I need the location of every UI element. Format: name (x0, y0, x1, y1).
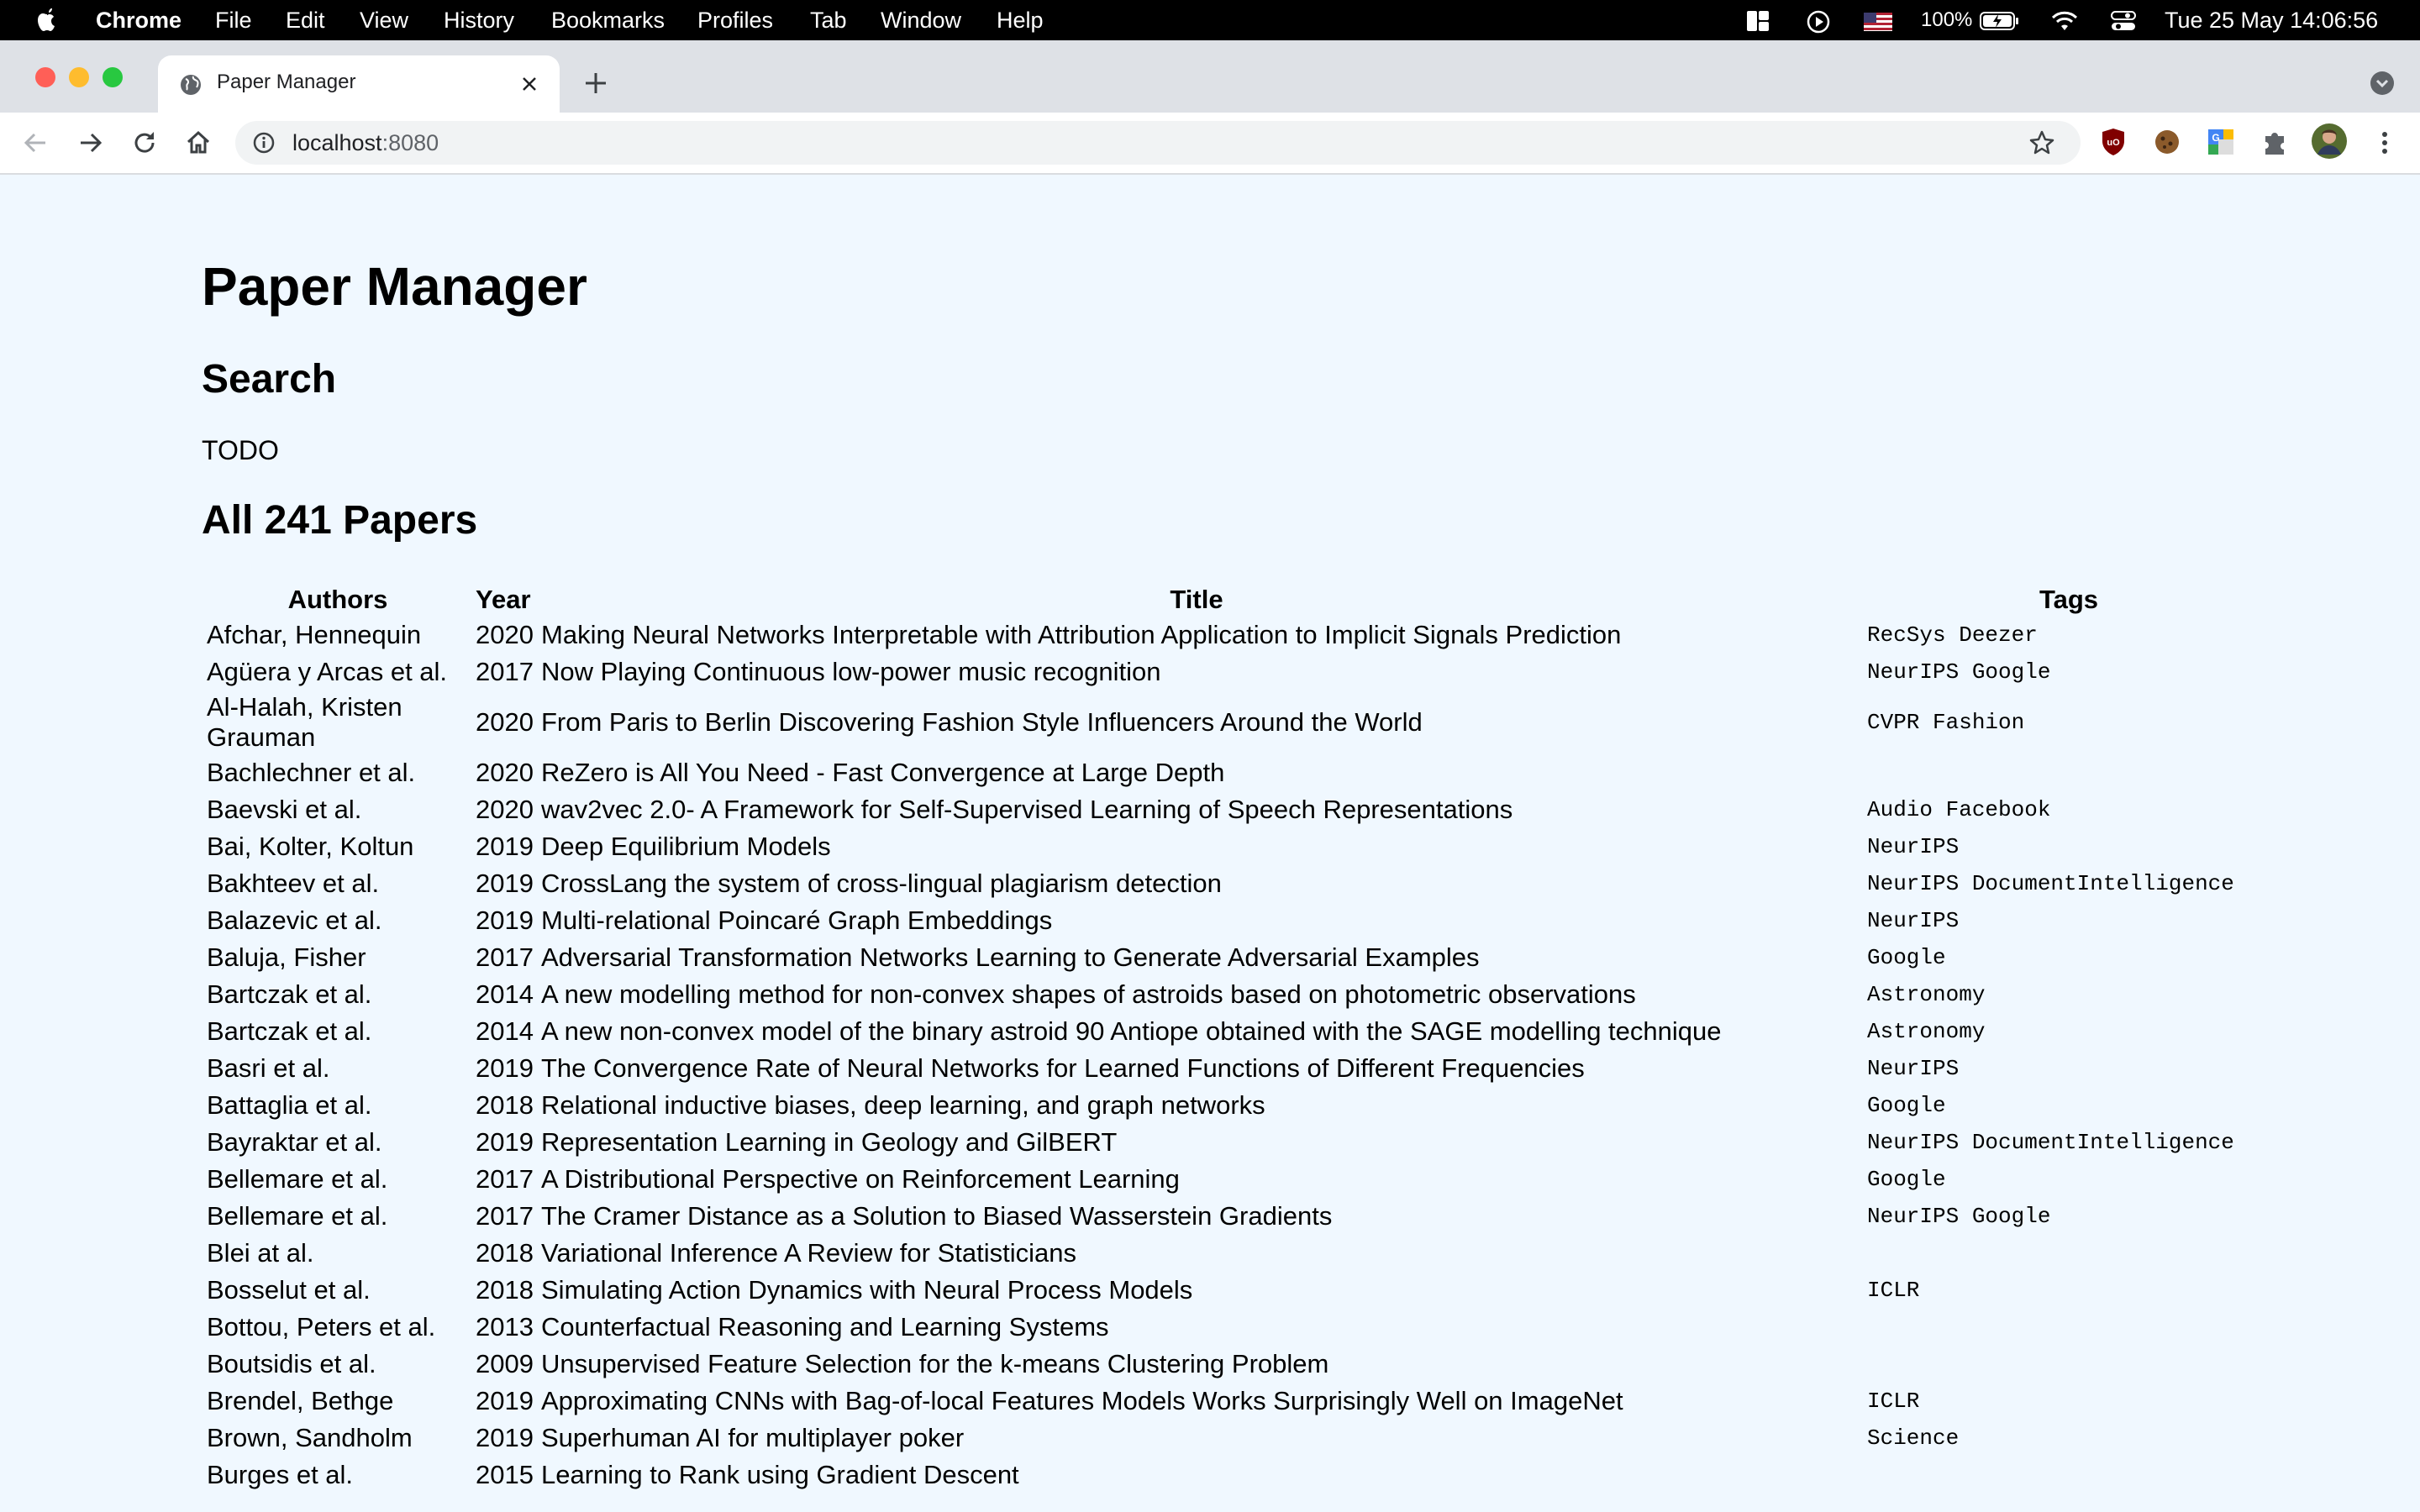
paper-title: A Distributional Perspective on Reinforcement Learning (541, 1164, 1180, 1194)
table-row[interactable] (205, 830, 2281, 864)
tab-title: Paper Manager (217, 71, 356, 93)
cookie-icon[interactable] (2151, 126, 2183, 158)
paper-tags: NeurIPS Google (1867, 1204, 2051, 1229)
menu-window[interactable]: Window (881, 8, 962, 33)
paper-tags: NeurIPS DocumentIntelligence (1867, 871, 2234, 896)
paper-authors: Brendel, Bethge (207, 1386, 394, 1415)
minimize-window-button[interactable] (69, 67, 89, 87)
paper-title: wav2vec 2.0- A Framework for Self-Supervised Learning of Speech Representations (541, 795, 1513, 824)
menu-tab[interactable]: Tab (810, 8, 847, 33)
paper-title: Making Neural Networks Interpretable with Attribution Application to Implicit Signals Prediction (541, 620, 1622, 649)
paper-authors: Bayraktar et al. (207, 1127, 382, 1157)
paper-authors: Bosselut et al. (207, 1275, 371, 1305)
paper-title: Variational Inference A Review for Statisticians (541, 1238, 1076, 1268)
paper-title: From Paris to Berlin Discovering Fashion Style Influencers Around the World (541, 707, 1423, 737)
menu-file[interactable]: File (215, 8, 252, 33)
paper-authors: Bakhteev et al. (207, 869, 380, 898)
paper-authors: Al-Halah, Kristen Grauman (207, 692, 402, 752)
paper-authors: Agüera y Arcas et al. (207, 657, 448, 686)
paper-authors: Bartczak et al. (207, 1016, 372, 1046)
paper-title: Adversarial Transformation Networks Learning to Generate Adversarial Examples (541, 942, 1480, 972)
table-row[interactable] (205, 756, 2281, 790)
paper-authors: Bottou, Peters et al. (207, 1312, 436, 1341)
paper-tags: Google (1867, 1167, 1946, 1192)
paper-title: Representation Learning in Geology and GilBERT (541, 1127, 1118, 1157)
table-row[interactable] (205, 1421, 2281, 1455)
table-row[interactable] (205, 655, 2281, 689)
wifi-icon[interactable] (2050, 10, 2079, 32)
menu-history[interactable]: History (444, 8, 515, 33)
paper-title: Deep Equilibrium Models (541, 832, 831, 861)
paper-authors: Bellemare et al. (207, 1164, 388, 1194)
search-heading: Search (202, 357, 337, 402)
table-row[interactable] (205, 1310, 2281, 1344)
paper-title: Learning to Rank using Gradient Descent (541, 1460, 1019, 1489)
menu-profiles[interactable]: Profiles (697, 8, 774, 33)
paper-tags: Google (1867, 1093, 1946, 1118)
paper-year: 2017 (476, 942, 534, 972)
table-row[interactable] (205, 692, 2281, 753)
paper-year: 2020 (476, 707, 534, 737)
paper-tags: ICLR (1867, 1389, 1920, 1414)
tab-paper-manager[interactable] (158, 55, 560, 114)
paper-title: Relational inductive biases, deep learning, and graph networks (541, 1090, 1265, 1120)
paper-tags: NeurIPS (1867, 834, 1960, 859)
table-row[interactable] (205, 1052, 2281, 1085)
paper-authors: Baluja, Fisher (207, 942, 366, 972)
extensions-puzzle-icon[interactable] (2259, 126, 2291, 158)
clock[interactable]: Tue 25 May 14:06:56 (2165, 8, 2379, 33)
table-row[interactable] (205, 1200, 2281, 1233)
reload-icon[interactable] (129, 128, 160, 158)
page-title: Paper Manager (202, 256, 587, 317)
paper-year: 2018 (476, 1238, 534, 1268)
profile-avatar[interactable] (2311, 123, 2348, 160)
us-flag-icon[interactable] (1864, 13, 1892, 31)
table-row[interactable] (205, 1384, 2281, 1418)
paper-year: 2015 (476, 1460, 534, 1489)
table-row[interactable] (205, 941, 2281, 974)
paper-year: 2018 (476, 1275, 534, 1305)
paper-title: The Cramer Distance as a Solution to Biased Wasserstein Gradients (541, 1201, 1333, 1231)
paper-authors: Bellemare et al. (207, 1201, 388, 1231)
globe-icon (178, 72, 203, 97)
url-text[interactable] (292, 130, 439, 156)
paper-year: 2019 (476, 1386, 534, 1415)
back-icon[interactable] (20, 128, 50, 158)
paper-authors: Balazevic et al. (207, 906, 382, 935)
column-header-tags[interactable]: Tags (2039, 585, 2099, 614)
paper-authors: Boutsidis et al. (207, 1349, 376, 1378)
all-papers-heading: All 241 Papers (202, 498, 478, 543)
play-circle-icon[interactable] (1807, 10, 1830, 34)
ublock-shield-icon[interactable] (2097, 126, 2129, 158)
table-row[interactable] (205, 1126, 2281, 1159)
paper-authors: Basri et al. (207, 1053, 330, 1083)
svg-text:G: G (2212, 132, 2220, 144)
address-bar[interactable] (235, 121, 2081, 165)
paper-title: The Convergence Rate of Neural Networks for Learned Functions of Different Frequencies (541, 1053, 1585, 1083)
column-header-title[interactable]: Title (1170, 585, 1223, 614)
paper-authors: Blei at al. (207, 1238, 314, 1268)
papers-table-body (205, 618, 2281, 1492)
paper-tags: Astronomy (1867, 1019, 1986, 1044)
bookmark-star-icon[interactable] (2028, 129, 2055, 156)
paper-title: A new modelling method for non-convex shapes of astroids based on photometric observations (541, 979, 1636, 1009)
paper-tags: RecSys Deezer (1867, 622, 2038, 648)
paper-title: Approximating CNNs with Bag-of-local Features Models Works Surprisingly Well on ImageNet (541, 1386, 1623, 1415)
paper-year: 2019 (476, 869, 534, 898)
paper-year: 2017 (476, 657, 534, 686)
table-row[interactable] (205, 867, 2281, 900)
paper-year: 2014 (476, 1016, 534, 1046)
paper-authors: Baevski et al. (207, 795, 362, 824)
paper-tags: NeurIPS (1867, 908, 1960, 933)
paper-tags (1857, 1458, 2281, 1492)
new-tab-icon[interactable] (581, 69, 610, 97)
table-row[interactable] (205, 978, 2281, 1011)
menu-bar (0, 0, 2420, 40)
table-row[interactable] (205, 1273, 2281, 1307)
paper-year: 2017 (476, 1201, 534, 1231)
paper-title: A new non-convex model of the binary astroid 90 Antiope obtained with the SAGE modelling technique (541, 1016, 1722, 1046)
paper-year: 2019 (476, 906, 534, 935)
battery-icon[interactable] (1980, 11, 2020, 31)
paper-tags: CVPR Fashion (1867, 710, 2025, 735)
table-row[interactable] (205, 1458, 2281, 1492)
paper-tags: Audio Facebook (1867, 797, 2051, 822)
paper-year: 2020 (476, 758, 534, 787)
paper-tags: NeurIPS (1867, 1056, 1960, 1081)
google-translate-icon[interactable] (2205, 126, 2237, 158)
paper-title: CrossLang the system of cross-lingual plagiarism detection (541, 869, 1222, 898)
zoom-window-button[interactable] (103, 67, 123, 87)
chrome-menu-icon[interactable] (2370, 128, 2400, 158)
table-row[interactable] (205, 1015, 2281, 1048)
paper-year: 2017 (476, 1164, 534, 1194)
paper-tags: Google (1867, 945, 1946, 970)
paper-authors: Battaglia et al. (207, 1090, 372, 1120)
paper-title: Superhuman AI for multiplayer poker (541, 1423, 965, 1452)
paper-year: 2020 (476, 620, 534, 649)
forward-icon[interactable] (76, 128, 106, 158)
browser-toolbar (0, 113, 2420, 175)
page-content (0, 175, 2420, 1512)
menu-edit[interactable]: Edit (286, 8, 325, 33)
close-window-button[interactable] (35, 67, 55, 87)
table-row[interactable] (205, 904, 2281, 937)
apple-icon[interactable] (35, 7, 59, 34)
info-icon[interactable] (252, 131, 276, 155)
paper-year: 2013 (476, 1312, 534, 1341)
menu-app-chrome[interactable]: Chrome (96, 8, 182, 33)
paper-year: 2019 (476, 1423, 534, 1452)
paper-tags (1857, 1236, 2281, 1270)
paper-title: Multi-relational Poincaré Graph Embeddings (541, 906, 1053, 935)
paper-authors: Bachlechner et al. (207, 758, 416, 787)
paper-tags (1857, 1310, 2281, 1344)
url-host: localhost (292, 130, 382, 155)
papers-table (202, 581, 2284, 1495)
search-placeholder-text: TODO (202, 435, 279, 465)
table-row[interactable] (205, 1347, 2281, 1381)
close-tab-icon[interactable] (518, 72, 541, 96)
paper-authors: Bartczak et al. (207, 979, 372, 1009)
menu-view[interactable]: View (360, 8, 409, 33)
tab-search-icon[interactable] (2370, 71, 2395, 96)
paper-year: 2019 (476, 1127, 534, 1157)
table-header-row (205, 585, 2281, 615)
paper-tags: NeurIPS DocumentIntelligence (1867, 1130, 2234, 1155)
paper-tags (1857, 756, 2281, 790)
home-icon[interactable] (183, 128, 213, 158)
paper-authors: Burges et al. (207, 1460, 354, 1489)
paper-tags: Astronomy (1867, 982, 1986, 1007)
column-header-authors[interactable]: Authors (287, 585, 388, 614)
paper-year: 2019 (476, 832, 534, 861)
menu-bookmarks[interactable]: Bookmarks (551, 8, 666, 33)
paper-tags: NeurIPS Google (1867, 659, 2051, 685)
table-row[interactable] (205, 1236, 2281, 1270)
paper-authors: Bai, Kolter, Koltun (207, 832, 414, 861)
column-header-year[interactable]: Year (476, 585, 531, 614)
url-port: :8080 (381, 130, 439, 155)
menu-help[interactable]: Help (997, 8, 1044, 33)
paper-authors: Brown, Sandholm (207, 1423, 413, 1452)
control-center-icon[interactable] (2111, 10, 2136, 32)
paper-title: Counterfactual Reasoning and Learning Systems (541, 1312, 1109, 1341)
paper-tags (1857, 1347, 2281, 1381)
table-row[interactable] (205, 1163, 2281, 1196)
table-row[interactable] (205, 618, 2281, 652)
paper-tags: Science (1867, 1425, 1960, 1451)
paper-authors: Afchar, Hennequin (207, 620, 422, 649)
paper-title: Now Playing Continuous low-power music recognition (541, 657, 1161, 686)
paper-year: 2018 (476, 1090, 534, 1120)
paper-year: 2009 (476, 1349, 534, 1378)
battery-percent: 100% (1921, 8, 1973, 31)
paper-title: Unsupervised Feature Selection for the k-means Clustering Problem (541, 1349, 1329, 1378)
paper-title: Simulating Action Dynamics with Neural Process Models (541, 1275, 1193, 1305)
paper-year: 2019 (476, 1053, 534, 1083)
table-row[interactable] (205, 793, 2281, 827)
paper-year: 2020 (476, 795, 534, 824)
paper-title: ReZero is All You Need - Fast Convergence at Large Depth (541, 758, 1225, 787)
window-layout-icon[interactable] (1746, 10, 1770, 32)
paper-tags: ICLR (1867, 1278, 1920, 1303)
svg-text:uO: uO (2107, 138, 2120, 148)
table-row[interactable] (205, 1089, 2281, 1122)
paper-year: 2014 (476, 979, 534, 1009)
